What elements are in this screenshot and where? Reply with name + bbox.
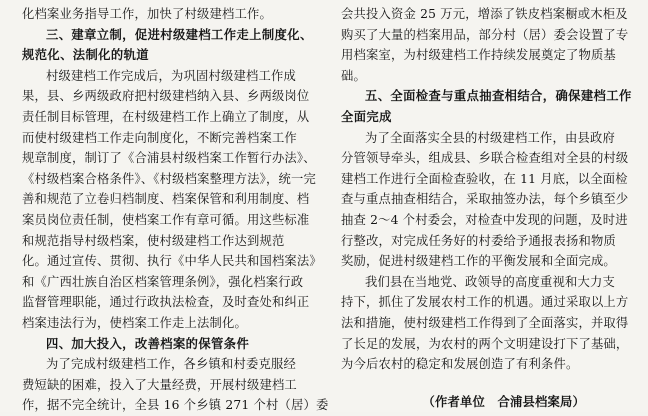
body-text-line: 了长足的发展，为农村的两个文明建设打下了基础， xyxy=(341,336,629,351)
body-text-line: 案员岗位责任制，使档案工作有章可循。用这些标准 xyxy=(22,212,310,227)
body-text-line: 为了完成村级建档工作，各乡镇和村委克服经 xyxy=(46,357,296,372)
section-heading-line: 三、建章立制，促进村级建档工作走上制度化、 xyxy=(46,26,313,42)
body-text-line: 为今后农村的稳定和发展创造了有利条件。 xyxy=(341,357,579,372)
body-text-line: 村级建档工作完成后，为巩固村级建档工作成 xyxy=(46,68,296,83)
body-text-line: 果，县、乡两级政府把村级建档纳入县、乡两级岗位 xyxy=(22,89,310,104)
body-text-line: 抽查 2～4 个村委会，对检查中发现的问题，及时进 xyxy=(341,212,628,227)
section-heading-line: 全面完成 xyxy=(341,108,392,124)
body-text-line: 作，据不完全统计，全县 16 个乡镇 271 个村（居）委 xyxy=(22,398,328,413)
body-text-line: 档案违法行为，使档案工作走上法制化。 xyxy=(22,315,247,330)
body-text-line: 而使村级建档工作走向制度化，不断完善档案工作 xyxy=(22,130,297,145)
body-text-line: 分管领导牵头，组成县、乡联合检查组对全县的村级 xyxy=(341,151,629,166)
section-heading-line: 五、全面检查与重点抽查相结合，确保建档工作 xyxy=(365,88,632,104)
body-text-line: 化。通过宣传、贯彻、执行《中华人民共和国档案法》 xyxy=(22,254,322,269)
body-text-line: 费短缺的困难，投入了大量经费，开展村级建档工 xyxy=(22,377,297,392)
left-column xyxy=(22,4,328,416)
body-text-line: 监督管理职能，通过行政执法检查，及时查处和纠正 xyxy=(22,295,310,310)
body-text-line: 行整改，对完成任务好的村委给予通报表扬和物质 xyxy=(341,233,616,248)
author-affiliation: （作者单位 合浦县档案局） xyxy=(422,393,585,409)
body-text-line: 《村级档案合格条件》、《村级档案整理方法》，统一完 xyxy=(22,171,316,186)
body-text-line: 用档案室，为村级建档工作持续发展奠定了物质基 xyxy=(341,48,616,63)
body-text-line: 会共投入资金 25 万元，增添了铁皮档案橱或木柜及 xyxy=(341,7,628,21)
body-text-line: 建档工作进行全面检查验收，在 11 月底，以全面检 xyxy=(341,171,628,186)
section-heading-line: 四、加大投入，改善档案的保管条件 xyxy=(46,335,250,351)
body-text-line: 和《广西壮族自治区档案管理条例》，强化档案行政 xyxy=(22,274,304,289)
body-text-line: 为了全面落实全县的村级建档工作，由县政府 xyxy=(365,130,615,145)
body-text-line: 和规范指导村级档案，使村级建档工作达到规范 xyxy=(22,233,285,248)
body-text-line: 我们县在当地党、政领导的高度重视和大力支 xyxy=(365,274,615,289)
body-text-line: 础。 xyxy=(341,68,366,83)
body-text-line: 奖励，促进村级建档工作的平衡发展和全面完成。 xyxy=(341,254,616,269)
body-text-line: 持下，抓住了发展农村工作的机遇。通过采取以上方 xyxy=(341,295,629,310)
body-text-line: 化档案业务指导工作，加快了村级建档工作。 xyxy=(22,7,272,21)
right-column xyxy=(341,4,641,412)
body-text-line: 规章制度，制订了《合浦县村级档案工作暂行办法》、 xyxy=(22,151,316,166)
body-text-line: 查与重点抽查相结合，采取抽签办法，每个乡镇至少 xyxy=(341,192,629,207)
body-text-line: 责任制目标管理，在村级建档工作上确立了制度，从 xyxy=(22,109,310,124)
body-text-line: 法和措施，使村级建档工作得到了全面落实，并取得 xyxy=(341,315,629,330)
body-text-line: 购买了大量的档案用品，部分村（居）委会设置了专 xyxy=(341,27,629,42)
section-heading-line: 规范化、法制化的轨道 xyxy=(22,47,149,63)
body-text-line: 善和规范了立卷归档制度、档案保管和利用制度、档 xyxy=(22,192,310,207)
